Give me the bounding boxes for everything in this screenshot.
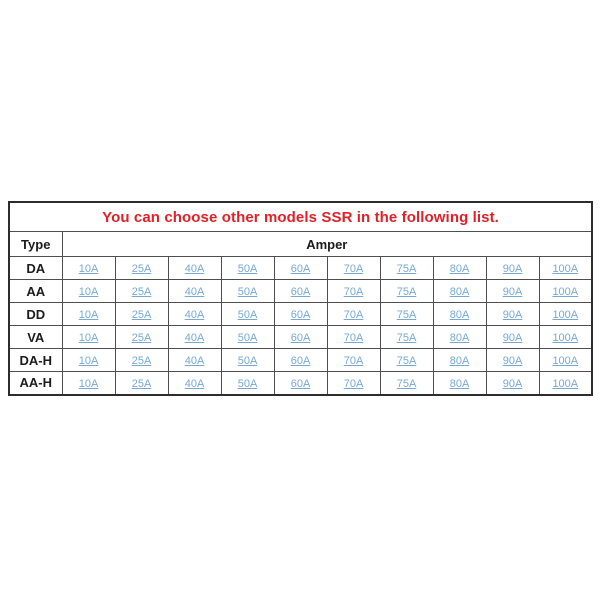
amper-cell [274,257,327,280]
row-type-label: AA-H [9,372,62,395]
table-row [9,326,592,349]
amper-cell [327,349,380,372]
amper-link-dd-60a[interactable]: 60A [290,309,311,321]
amper-link-aa-h-40a[interactable]: 40A [184,377,205,390]
amper-cell [221,349,274,372]
amper-cell [539,326,592,349]
row-type-label: DA [9,257,62,280]
amper-link-va-75a[interactable]: 75A [396,332,417,344]
amper-cell [221,372,274,395]
amper-cell [433,280,486,303]
amper-cell [380,326,433,349]
amper-link-dd-25a[interactable]: 25A [131,309,152,321]
amper-cell [380,303,433,326]
amper-link-da-h-90a[interactable]: 90A [502,355,523,367]
amper-cell [221,303,274,326]
amper-link-aa-75a[interactable]: 75A [396,286,417,298]
amper-link-va-10a[interactable]: 10A [78,332,99,344]
amper-cell [168,257,221,280]
amper-link-dd-40a[interactable]: 40A [184,309,205,321]
amper-cell [486,280,539,303]
amper-cell [62,257,115,280]
amper-cell [433,372,486,395]
amper-cell [486,326,539,349]
amper-link-da-h-40a[interactable]: 40A [184,355,205,367]
amper-link-da-10a[interactable]: 10A [78,263,99,275]
amper-cell [221,326,274,349]
amper-cell [168,303,221,326]
amper-link-aa-h-50a[interactable]: 50A [237,377,258,390]
amper-cell [62,303,115,326]
amper-link-da-75a[interactable]: 75A [396,263,417,275]
amper-link-da-80a[interactable]: 80A [449,263,470,275]
amper-cell [274,372,327,395]
amper-link-aa-50a[interactable]: 50A [237,286,258,298]
amper-cell [433,303,486,326]
amper-cell [274,349,327,372]
amper-cell [115,349,168,372]
amper-cell [62,326,115,349]
amper-cell [539,280,592,303]
amper-cell [115,257,168,280]
amper-cell [327,257,380,280]
amper-cell [168,372,221,395]
amper-cell [62,349,115,372]
amper-link-da-60a[interactable]: 60A [290,263,311,275]
amper-link-da-h-70a[interactable]: 70A [343,355,364,367]
amper-cell [62,372,115,395]
table-row [9,303,592,326]
row-type-label: VA [9,326,62,349]
amper-link-da-90a[interactable]: 90A [502,263,523,275]
amper-cell [486,257,539,280]
table-row [9,257,592,280]
amper-link-da-h-10a[interactable]: 10A [78,355,99,367]
amper-cell [433,257,486,280]
amper-cell [168,349,221,372]
amper-cell [380,349,433,372]
amper-link-aa-90a[interactable]: 90A [502,286,523,298]
amper-cell [539,257,592,280]
row-type-label: DD [9,303,62,326]
amper-link-da-h-100a[interactable]: 100A [552,355,579,367]
amper-cell [539,372,592,395]
amper-link-aa-h-75a[interactable]: 75A [396,377,417,390]
amper-link-aa-100a[interactable]: 100A [552,286,579,298]
table-row [9,372,592,395]
amper-link-aa-10a[interactable]: 10A [78,286,99,298]
ssr-models-table [8,201,593,396]
amper-link-va-100a[interactable]: 100A [552,332,579,344]
amper-cell [486,303,539,326]
amper-link-da-h-25a[interactable]: 25A [131,355,152,367]
amper-cell [274,326,327,349]
amper-link-dd-75a[interactable]: 75A [396,309,417,321]
amper-cell [221,280,274,303]
amper-cell [327,280,380,303]
amper-cell [115,326,168,349]
amper-link-da-h-50a[interactable]: 50A [237,355,258,367]
amper-link-va-50a[interactable]: 50A [237,332,258,344]
amper-link-aa-70a[interactable]: 70A [343,286,364,298]
amper-cell [380,257,433,280]
amper-link-dd-10a[interactable]: 10A [78,309,99,321]
amper-link-da-40a[interactable]: 40A [184,263,205,275]
amper-link-va-60a[interactable]: 60A [290,332,311,344]
amper-cell [274,303,327,326]
title-row [9,202,592,232]
amper-cell [115,303,168,326]
amper-link-va-70a[interactable]: 70A [343,332,364,344]
amper-cell [327,372,380,395]
table-row [9,280,592,303]
table-title: You can choose other models SSR in the following list. [9,202,592,232]
amper-cell [539,349,592,372]
row-type-label: AA [9,280,62,303]
amper-link-va-80a[interactable]: 80A [449,332,470,344]
table-row [9,349,592,372]
amper-link-aa-h-100a[interactable]: 100A [552,377,579,390]
amper-cell [433,349,486,372]
amper-link-dd-80a[interactable]: 80A [449,309,470,321]
amper-link-aa-h-70a[interactable]: 70A [343,377,364,390]
header-row [9,232,592,257]
amper-link-da-h-80a[interactable]: 80A [449,355,470,367]
amper-cell [115,280,168,303]
type-column-header: Type [9,232,62,257]
amper-link-va-40a[interactable]: 40A [184,332,205,344]
amper-link-aa-80a[interactable]: 80A [449,286,470,298]
amper-link-va-90a[interactable]: 90A [502,332,523,344]
amper-column-header: Amper [62,232,592,257]
amper-cell [539,303,592,326]
amper-link-aa-h-25a[interactable]: 25A [131,377,152,390]
amper-cell [168,326,221,349]
amper-link-aa-h-80a[interactable]: 80A [449,377,470,390]
amper-cell [486,372,539,395]
amper-link-da-70a[interactable]: 70A [343,263,364,275]
amper-link-da-h-75a[interactable]: 75A [396,355,417,367]
amper-cell [221,257,274,280]
amper-link-aa-40a[interactable]: 40A [184,286,205,298]
amper-link-aa-h-90a[interactable]: 90A [502,377,523,390]
amper-cell [380,372,433,395]
amper-link-dd-70a[interactable]: 70A [343,309,364,321]
amper-cell [380,280,433,303]
amper-link-dd-100a[interactable]: 100A [552,309,579,321]
row-type-label: DA-H [9,349,62,372]
amper-cell [327,326,380,349]
amper-cell [433,326,486,349]
amper-cell [274,280,327,303]
amper-link-dd-90a[interactable]: 90A [502,309,523,321]
amper-link-da-50a[interactable]: 50A [237,263,258,275]
amper-cell [168,280,221,303]
amper-link-aa-h-60a[interactable]: 60A [290,377,311,390]
amper-link-da-25a[interactable]: 25A [131,263,152,275]
amper-cell [115,372,168,395]
amper-cell [486,349,539,372]
amper-link-da-100a[interactable]: 100A [552,263,579,275]
amper-link-aa-60a[interactable]: 60A [290,286,311,298]
amper-cell [327,303,380,326]
amper-link-aa-25a[interactable]: 25A [131,286,152,298]
amper-link-dd-50a[interactable]: 50A [237,309,258,321]
amper-link-da-h-60a[interactable]: 60A [290,355,311,367]
amper-link-aa-h-10a[interactable]: 10A [78,377,99,390]
amper-cell [62,280,115,303]
amper-link-va-25a[interactable]: 25A [131,332,152,344]
